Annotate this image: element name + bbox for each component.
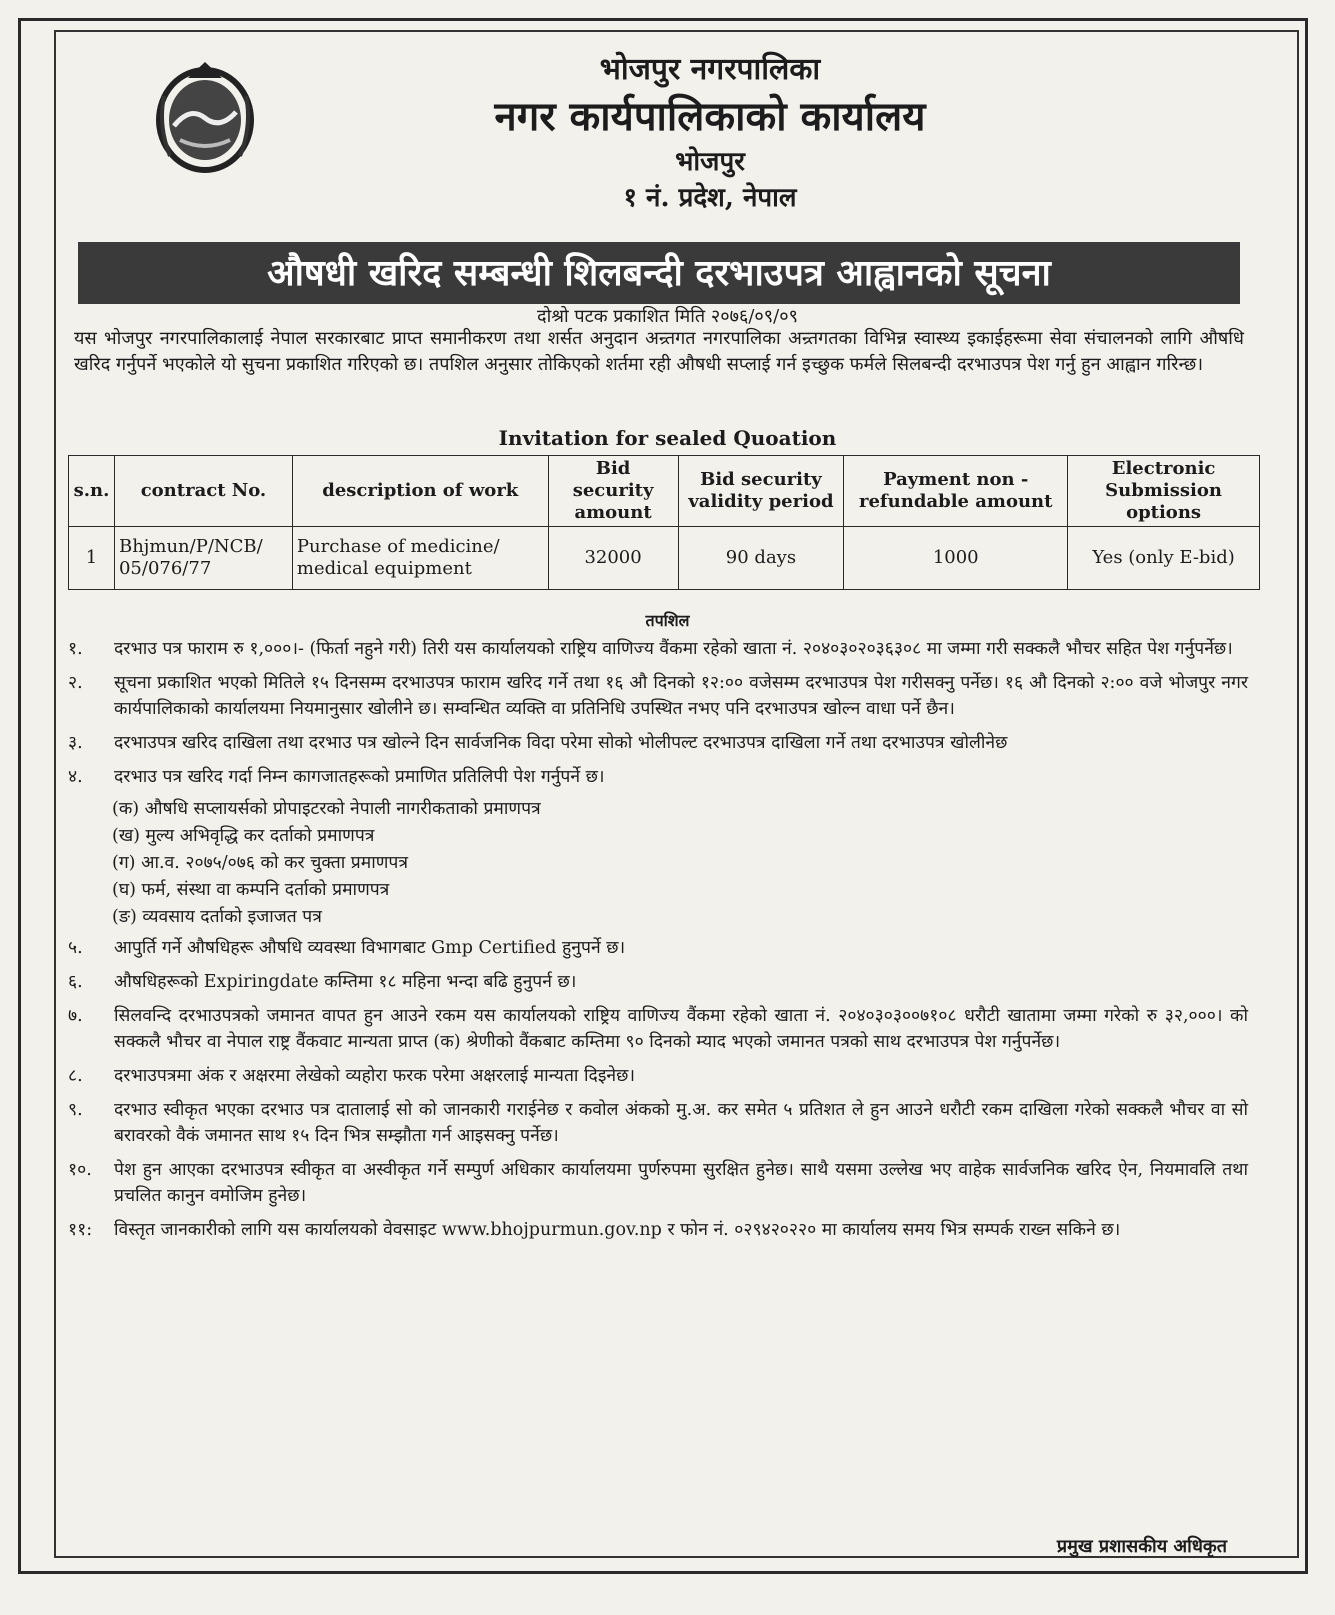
condition-number: ५. (68, 938, 83, 958)
letterhead (260, 50, 1160, 216)
cell-electronic: Yes (only E-bid) (1068, 527, 1260, 590)
condition-item (68, 1063, 1248, 1089)
condition-item (68, 935, 1248, 961)
nepal-government-emblem-icon (150, 56, 260, 176)
table-title: Invitation for sealed Quoation (498, 426, 837, 450)
document-item: (क) औषधि सप्लायर्सको प्रोपाइटरको नेपाली नागरीकताको प्रमाणपत्र (112, 799, 541, 819)
table-header-row (69, 456, 1260, 527)
condition-number: १०. (68, 1160, 92, 1180)
document-item: (ख) मुल्य अभिवृद्धि कर दर्ताको प्रमाणपत्र (112, 826, 375, 846)
condition-item (68, 969, 1248, 995)
condition-item (68, 636, 1248, 662)
intro-paragraph: यस भोजपुर नगरपालिकालाई नेपाल सरकारबाट प्राप्त समानीकरण तथा शर्सत अनुदान अन्र्तगत नगरपालिका अन्र्तगतका विभिन्न स्वास्थ्य इकाईहरूमा सेवा संचालनको लागि औषधि खरिद गर्नुपर्ने भएकोले यो सुचना प्रकाशित गरिएको छ। तपशिल अनुसार तोकिएको शर्तमा रही औषधी सप्लाई गर्न इच्छुक फर्मले सिलबन्दी दरभाउपत्र पेश गर्नु हुन आह्वान गरिन्छ। (74, 328, 1244, 375)
header-description: description of work (292, 456, 548, 527)
header-payment: Payment non -refundable amount (844, 456, 1068, 527)
header-electronic: Electronic Submission options (1068, 456, 1260, 527)
cell-contract: Bhjmun/P/NCB/ 05/076/77 (114, 527, 292, 590)
condition-number: १. (68, 639, 83, 659)
condition-text: दरभाउ स्वीकृत भएका दरभाउ पत्र दातालाई सो को जानकारी गराईनेछ र कवोल अंकको मु.अ. कर समेत ५ प्रतिशत ले हुन आउने धरौटी रकम दाखिला गरेको सक्कलै भौचर वा सो बरावरको वैकं जमानत साथ १५ दिन भित्र सम्झौता गर्न आइसक्नु पर्नेछ। (114, 1100, 1248, 1146)
condition-text: दरभाउ पत्र फाराम रु १,०००।- (फिर्ता नहुने गरी) तिरी यस कार्यालयको राष्ट्रिय वाणिज्य वैंकमा रहेको खाता नं. २०४०३०२०३६३०८ मा जम्मा गरी सक्कलै भौचर सहित पेश गर्नुपर्नेछ। (114, 639, 1233, 659)
condition-text: औषधिहरूको Expiringdate कम्तिमा १८ महिना भन्दा बढि हुनुपर्न छ। (114, 972, 577, 992)
condition-number: ८. (68, 1066, 83, 1086)
publication-date: दोश्रो पटक प्रकाशित मिति २०७६/०९/०९ (537, 306, 798, 327)
condition-text: दरभाउपत्रमा अंक र अक्षरमा लेखेको व्यहोरा फरक परेमा अक्षरलाई मान्यता दिइनेछ। (114, 1066, 636, 1086)
cell-validity: 90 days (678, 527, 844, 590)
signature-title: प्रमुख प्रशासकीय अधिकृत (1056, 1536, 1227, 1557)
condition-item (68, 1003, 1248, 1055)
condition-number: ४. (68, 767, 83, 787)
district-name: भोजपुर (675, 147, 745, 177)
office-name: नगर कार्यपालिकाको कार्यालय (494, 93, 926, 140)
header-validity: Bid security validity period (678, 456, 844, 527)
document-list (68, 796, 1248, 931)
cell-sn: 1 (69, 527, 115, 590)
condition-item (68, 670, 1248, 722)
conditions-list (68, 636, 1248, 1251)
condition-text: दरभाउ पत्र खरिद गर्दा निम्न कागजातहरूको प्रमाणित प्रतिलिपी पेश गर्नुपर्ने छ। (114, 767, 605, 787)
province-name: १ नं. प्रदेश, नेपाल (623, 183, 797, 213)
document-item: (ग) आ.व. २०७५/०७६ को कर चुक्ता प्रमाणपत्र (112, 853, 408, 873)
condition-number: ११: (68, 1220, 93, 1240)
cell-bid-amount: 32000 (548, 527, 678, 590)
municipality-name: भोजपुर नगरपालिका (599, 52, 821, 87)
cell-payment: 1000 (844, 527, 1068, 590)
condition-number: ९. (68, 1100, 83, 1120)
header-contract: contract No. (114, 456, 292, 527)
condition-number: ७. (68, 1006, 83, 1026)
cell-description: Purchase of medicine/ medical equipment (292, 527, 548, 590)
document-item: (ङ) व्यवसाय दर्ताको इजाजत पत्र (112, 907, 322, 927)
header-bid-amount: Bid security amount (548, 456, 678, 527)
condition-number: ३. (68, 733, 83, 753)
condition-item (68, 730, 1248, 756)
condition-text: दरभाउपत्र खरिद दाखिला तथा दरभाउ पत्र खोल्ने दिन सार्वजनिक विदा परेमा सोको भोलीपल्ट दरभाउपत्र दाखिला गर्ने तथा दरभाउपत्र खोलीनेछ (114, 733, 1008, 753)
condition-item (68, 764, 1248, 790)
condition-text: आपुर्ति गर्ने औषधिहरू औषधि व्यवस्था विभागबाट Gmp Certified हुनुपर्ने छ। (114, 938, 626, 958)
condition-text: विस्तृत जानकारीको लागि यस कार्यालयको वेवसाइट www.bhojpurmun.gov.np र फोन नं. ०२९४२०२२० मा कार्यालय समय भित्र सम्पर्क राख्न सकिने छ। (114, 1220, 1121, 1240)
bid-table (68, 455, 1260, 590)
condition-text: सूचना प्रकाशित भएको मितिले १५ दिनसम्म दरभाउपत्र फाराम खरिद गर्ने तथा १६ औ दिनको १२:०० वजेसम्म दरभाउपत्र पेश गरीसक्नु पर्नेछ। १६ औ दिनको २:०० वजे भोजपुर नगर कार्यपालिकाको कार्यालयमा नियमानुसार खोलीने छ। सम्वन्धित व्यक्ति वा प्रतिनिधि उपस्थित नभए पनि दरभाउपत्र खोल्न वाधा पर्ने छैन। (114, 673, 1248, 719)
condition-item (68, 1217, 1248, 1243)
document-item: (घ) फर्म, संस्था वा कम्पनि दर्ताको प्रमाणपत्र (112, 880, 390, 900)
conditions-title: तपशिल (645, 611, 690, 630)
condition-text: पेश हुन आएका दरभाउपत्र स्वीकृत वा अस्वीकृत गर्ने सम्पुर्ण अधिकार कार्यालयमा पुर्णरुपमा सुरक्षित हुनेछ। साथै यसमा उल्लेख भए वाहेक सार्वजनिक खरिद ऐन, नियमावलि तथा प्रचलित कानुन वमोजिम हुनेछ। (114, 1160, 1248, 1206)
condition-number: ६. (68, 972, 83, 992)
condition-number: २. (68, 673, 83, 693)
condition-item (68, 1097, 1248, 1149)
condition-item (68, 1157, 1248, 1209)
condition-text: सिलवन्दि दरभाउपत्रको जमानत वापत हुन आउने रकम यस कार्यालयको राष्ट्रिय वाणिज्य वैंकमा रहेको खाता नं. २०४०३०३००७१०८ धरौटी खातामा जम्मा गरेको रु ३२,०००। को सक्कलै भौचर वा नेपाल राष्ट्र वैंकवाट मान्यता प्राप्त (क) श्रेणीको वैंकबाट कम्तिमा ९० दिनको म्याद भएको जमानत पत्रको साथ दरभाउपत्र पेश गर्नुपर्नेछ। (114, 1006, 1248, 1052)
header-sn: s.n. (69, 456, 115, 527)
table-row (69, 527, 1260, 590)
notice-title: औषधी खरिद सम्बन्धी शिलबन्दी दरभाउपत्र आह्वानको सूचना (78, 242, 1240, 304)
